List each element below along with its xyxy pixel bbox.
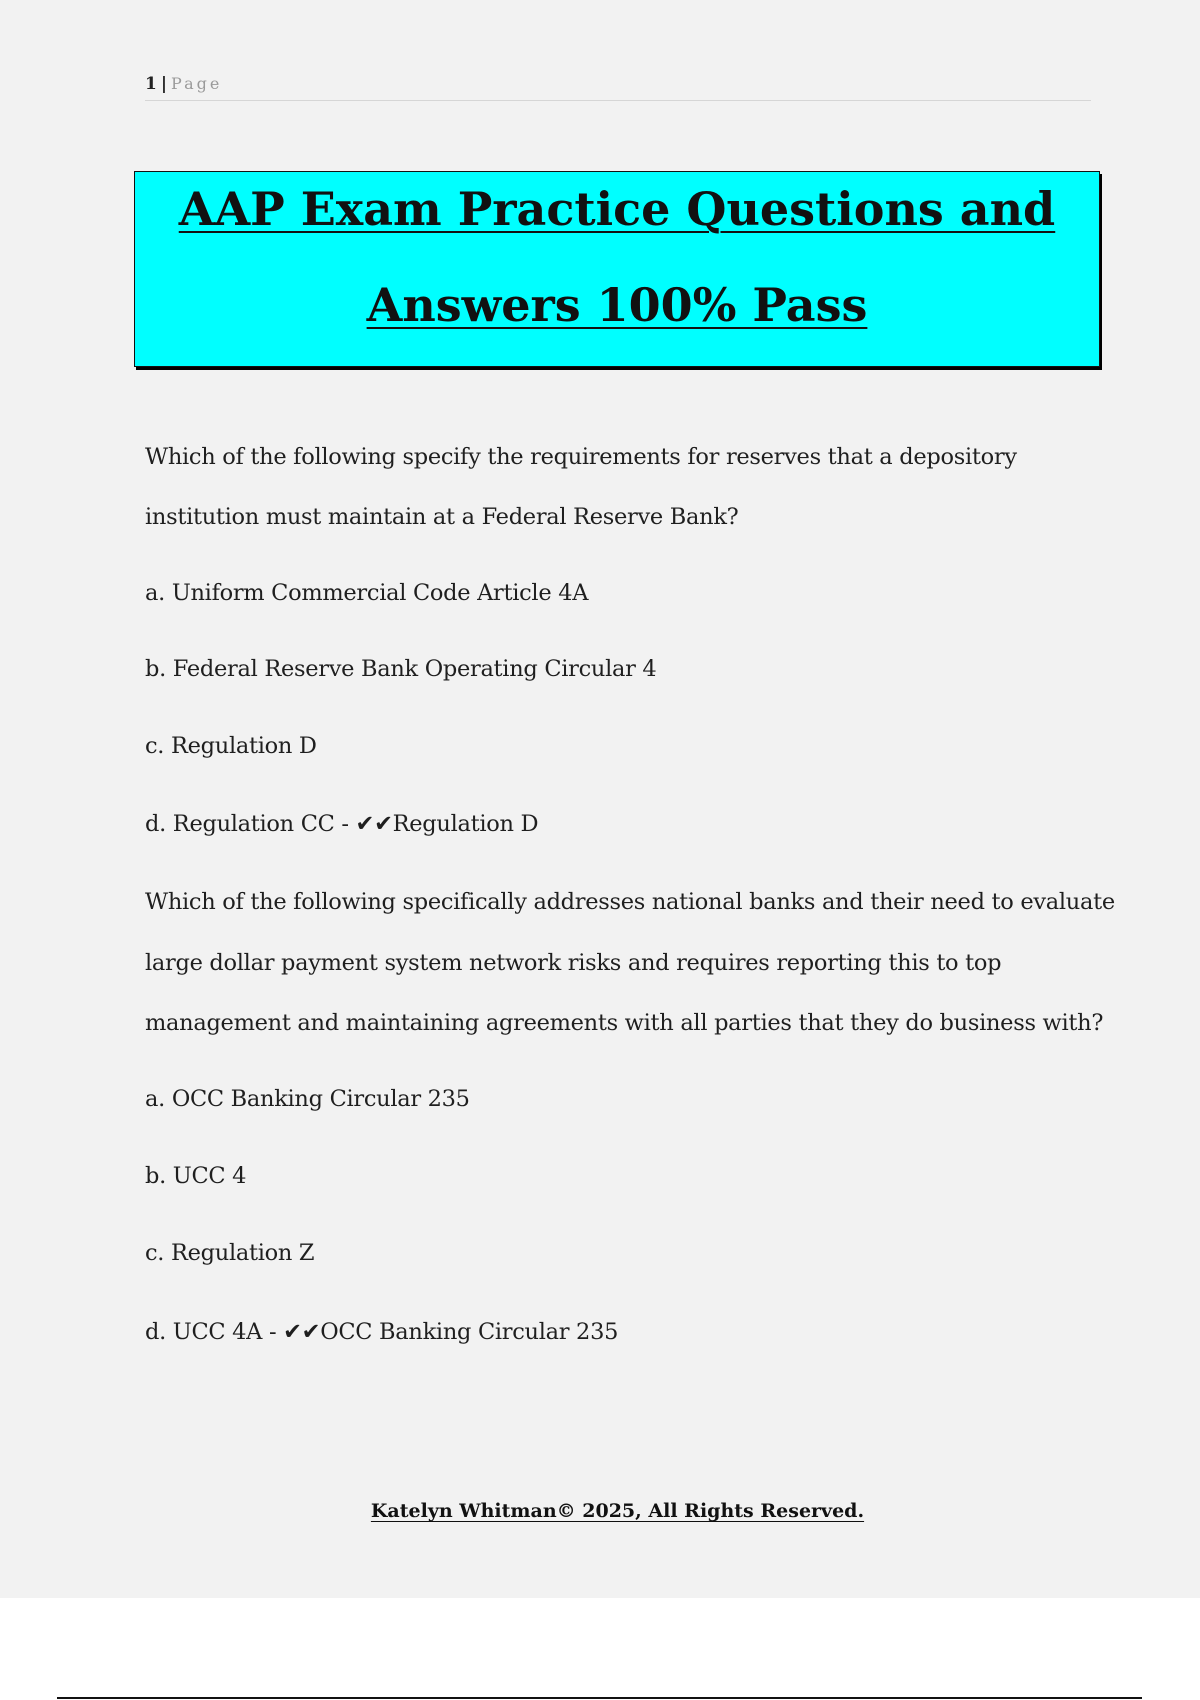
question-1-option-a: a. Uniform Commercial Code Article 4A [145,580,589,606]
page-number: 1 [145,74,157,94]
question-1-prompt-line-2: institution must maintain at a Federal Reserve Bank? [145,504,739,530]
question-2-option-d-answer: d. UCC 4A - ✔✔OCC Banking Circular 235 [145,1319,619,1345]
question-1-prompt-line-1: Which of the following specify the requirements for reserves that a depository [145,444,1017,470]
copyright-text: Katelyn Whitman© 2025, All Rights Reserved. [370,1500,865,1522]
title-line-2 [135,280,1099,330]
title-line-1 [135,184,1099,234]
question-2-prompt-line-2: large dollar payment system network risks and requires reporting this to top [145,950,1002,976]
page-separator: | [160,74,168,94]
question-1-option-c: c. Regulation D [145,733,317,759]
question-1-option-d-answer: d. Regulation CC - ✔✔Regulation D [145,811,539,837]
question-2-option-b: b. UCC 4 [145,1163,247,1189]
copyright-footer [0,1500,1200,1522]
page-label: Page [171,74,223,93]
question-2-prompt-line-1: Which of the following specifically addresses national banks and their need to evaluate [145,889,1115,915]
title-box [134,171,1100,367]
page-header [145,74,1091,101]
question-2-prompt-line-3: management and maintaining agreements with all parties that they do business with? [145,1010,1104,1036]
bottom-divider [57,1697,1142,1699]
question-1-option-b: b. Federal Reserve Bank Operating Circular 4 [145,656,657,682]
title-text-1: AAP Exam Practice Questions and [178,182,1056,236]
question-2-option-c: c. Regulation Z [145,1240,315,1266]
title-text-2: Answers 100% Pass [366,278,868,332]
question-2-option-a: a. OCC Banking Circular 235 [145,1086,470,1112]
